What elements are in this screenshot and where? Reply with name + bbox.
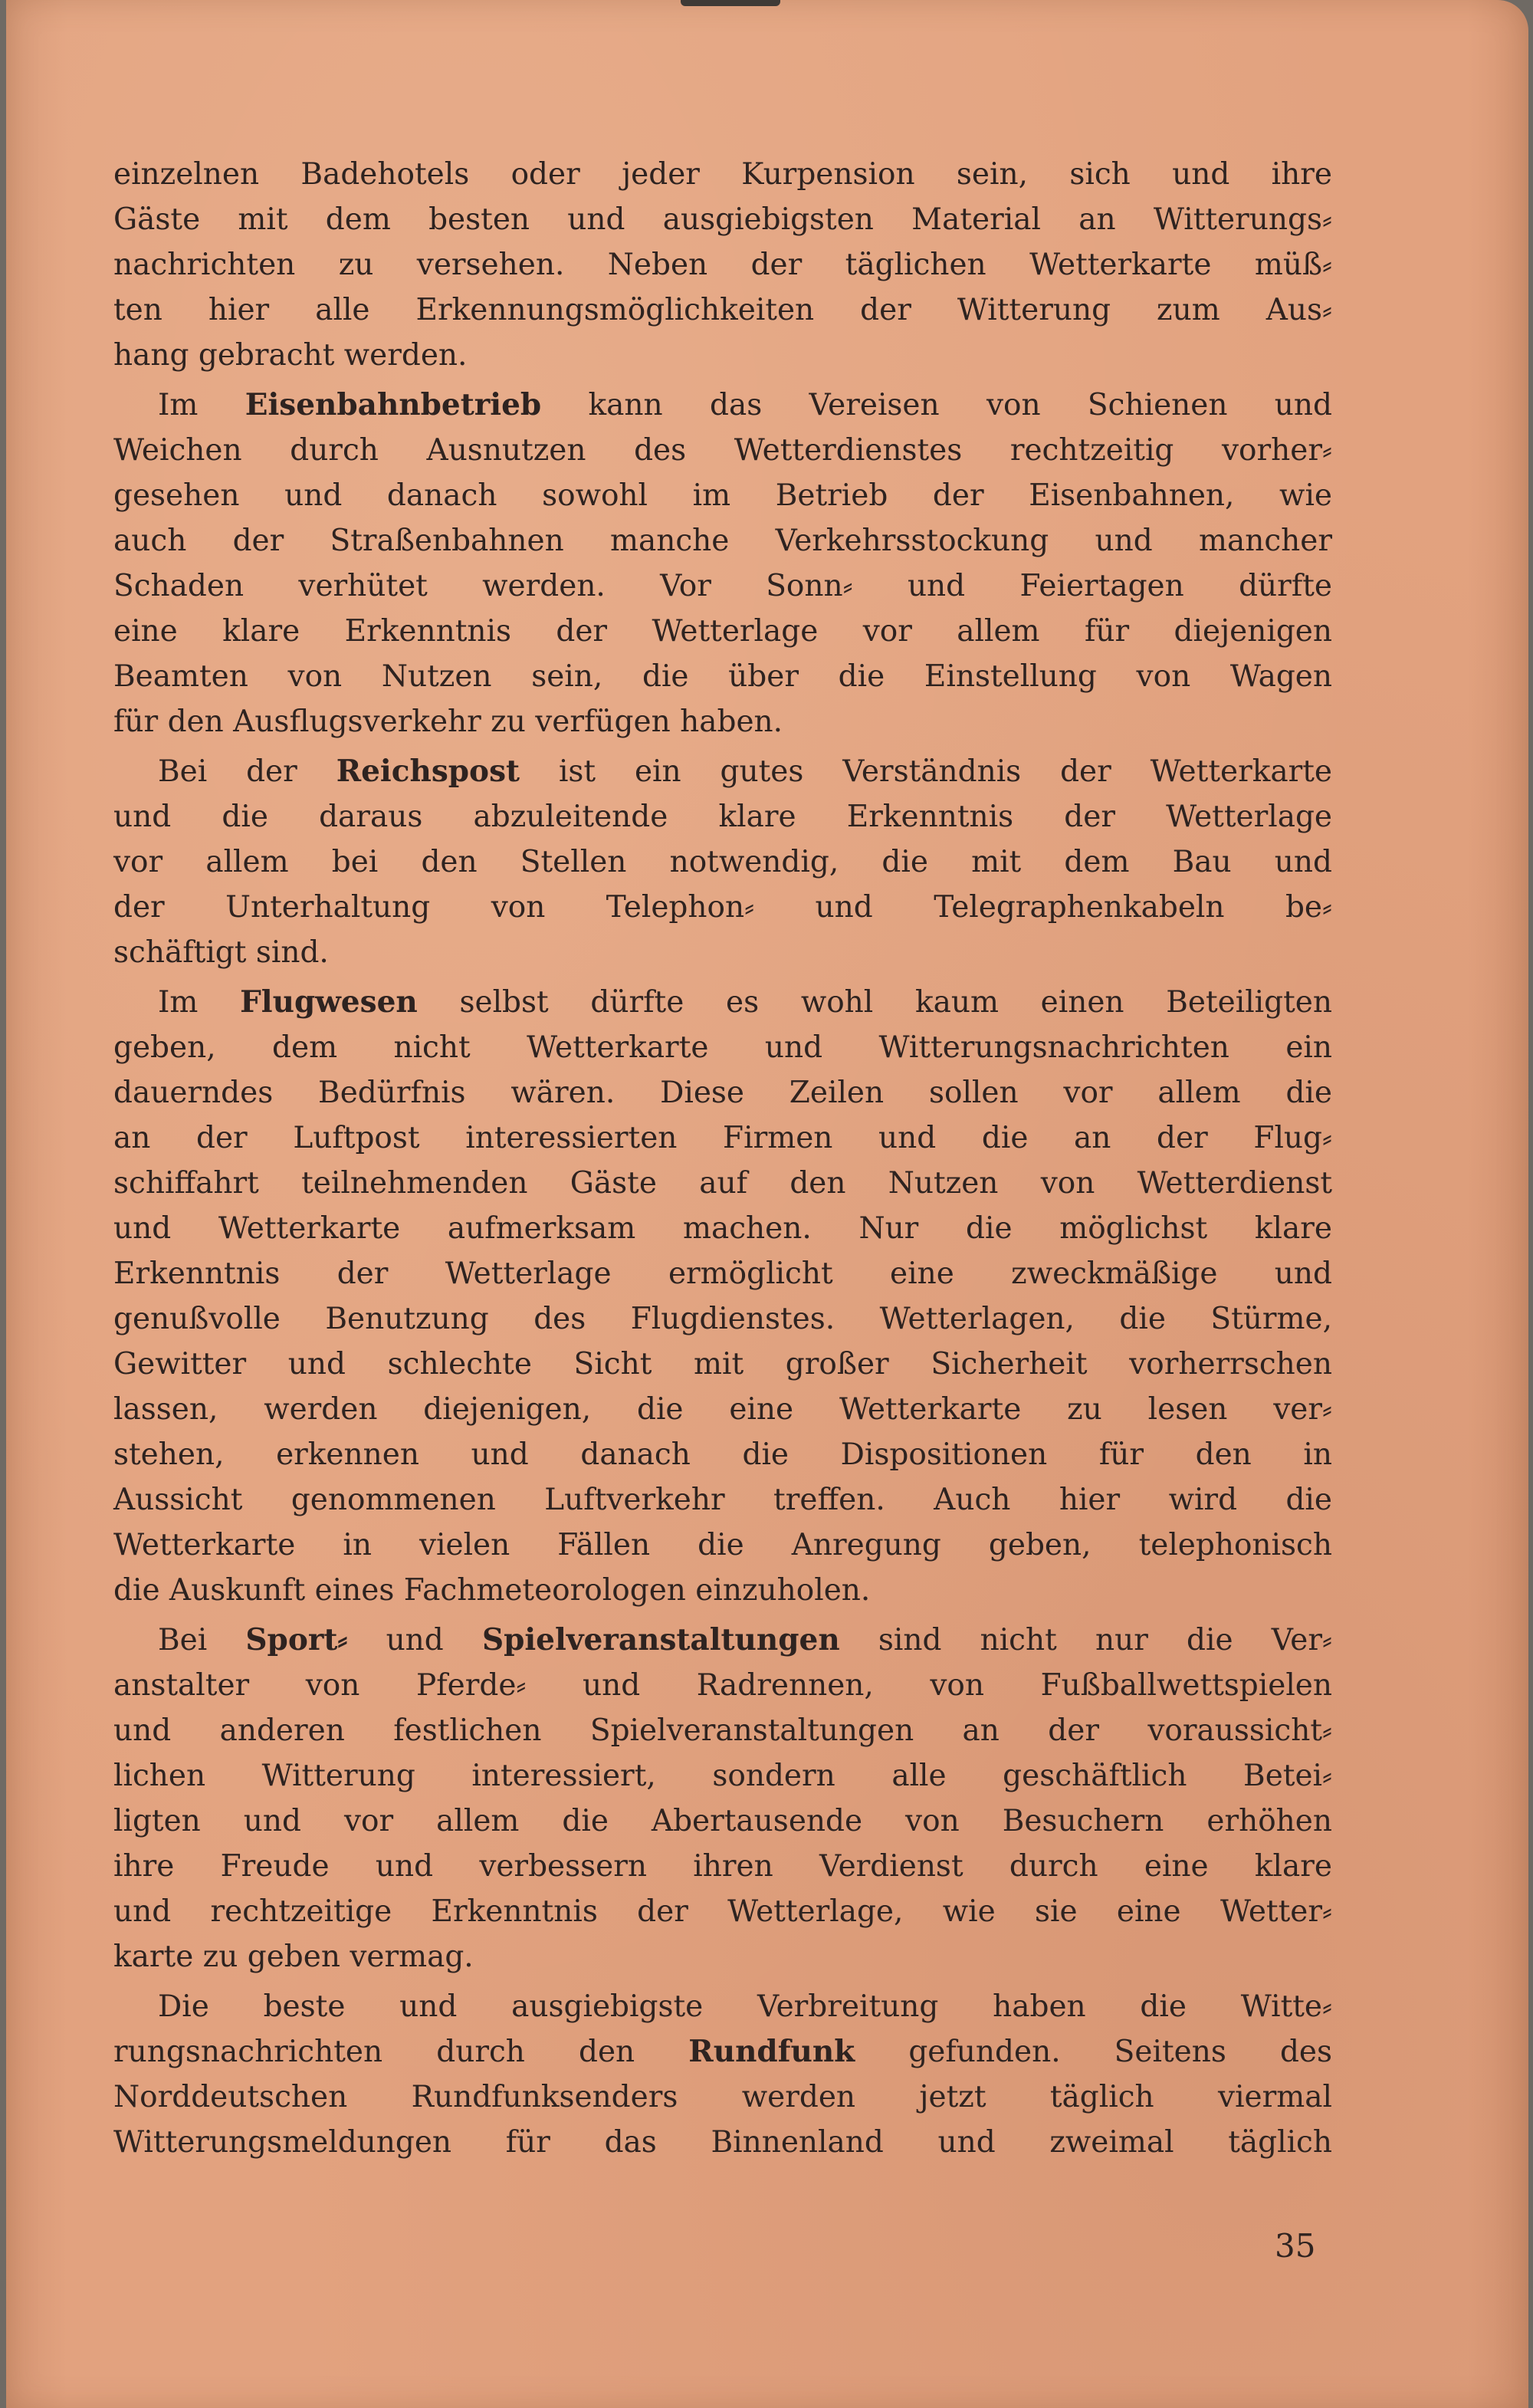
text-line: an der Luftpost interessierten Firmen und die an der Flug⸗ (113, 1121, 1332, 1155)
text-line: vor allem bei den Stellen notwendig, die mit dem Bau und (113, 845, 1332, 879)
text-line: und rechtzeitige Erkenntnis der Wetterlage, wie sie eine Wetter⸗ (113, 1894, 1332, 1929)
text-line: und Wetterkarte aufmerksam machen. Nur die möglichst klare (113, 1211, 1332, 1246)
text-line: Erkenntnis der Wetterlage ermöglicht eine zweckmäßige und (113, 1257, 1332, 1291)
text-line: ihre Freude und verbessern ihren Verdienst durch eine klare (113, 1849, 1332, 1884)
text-line: hang gebracht werden. (113, 338, 468, 373)
paragraph-sport-start: Bei Sport⸗ und Spielveranstaltungen sind nicht nur die Ver⸗ (158, 1622, 1332, 1657)
text-line: ten hier alle Erkennungsmöglichkeiten der Witterung zum Aus⸗ (113, 293, 1332, 327)
text-line: gesehen und danach sowohl im Betrieb der Eisenbahnen, wie (113, 478, 1332, 513)
paragraph-reichspost-start: Bei der Reichspost ist ein gutes Verständnis der Wetterkarte (158, 754, 1332, 789)
text-line: Norddeutschen Rundfunksenders werden jetzt täglich viermal (113, 2080, 1332, 2114)
text-line: auch der Straßenbahnen manche Verkehrsstockung und mancher (113, 524, 1332, 558)
text-line: Aussicht genommenen Luftverkehr treffen. Auch hier wird die (113, 1483, 1332, 1517)
text-line: genußvolle Benutzung des Flugdienstes. Wetterlagen, die Stürme, (113, 1302, 1332, 1336)
text-line: karte zu geben vermag. (113, 1940, 474, 1974)
text-line: eine klare Erkenntnis der Wetterlage vor allem für diejenigen (113, 614, 1332, 649)
page-number: 35 (1275, 2227, 1316, 2265)
keyword-spielveranstaltungen: Spielveranstaltungen (481, 1622, 840, 1657)
book-page (6, 0, 1528, 2408)
text-line: schäftigt sind. (113, 935, 329, 970)
text-line: lichen Witterung interessiert, sondern alle geschäftlich Betei⸗ (113, 1759, 1332, 1793)
text-line: der Unterhaltung von Telephon⸗ und Telegraphenkabeln be⸗ (113, 890, 1332, 925)
text-line: Gewitter und schlechte Sicht mit großer Sicherheit vorherrschen (113, 1347, 1332, 1381)
text-line: die Auskunft eines Fachmeteorologen einzuholen. (113, 1573, 871, 1608)
text-line: Die beste und ausgiebigste Verbreitung haben die Witte⸗ (158, 1989, 1332, 2024)
text-line: Gäste mit dem besten und ausgiebigsten Material an Witterungs⸗ (113, 202, 1332, 237)
text-line: Beamten von Nutzen sein, die über die Einstellung von Wagen (113, 659, 1332, 694)
keyword-reichspost: Reichspost (336, 754, 520, 789)
text-line: Schaden verhütet werden. Vor Sonn⸗ und Feiertagen dürfte (113, 569, 1332, 603)
text-line: einzelnen Badehotels oder jeder Kurpension sein, sich und ihre (113, 157, 1332, 192)
keyword-sport: Sport⸗ (245, 1622, 348, 1657)
body-text (113, 152, 1332, 2165)
keyword-eisenbahnbetrieb: Eisenbahnbetrieb (245, 387, 542, 422)
text-line: Wetterkarte in vielen Fällen die Anregung geben, telephonisch (113, 1528, 1332, 1562)
text-line: und die daraus abzuleitende klare Erkenntnis der Wetterlage (113, 800, 1332, 834)
text-line: anstalter von Pferde⸗ und Radrennen, von Fußballwettspielen (113, 1668, 1332, 1703)
text-line: Witterungsmeldungen für das Binnenland und zweimal täglich (113, 2125, 1332, 2160)
paragraph-flugwesen-start: Im Flugwesen selbst dürfte es wohl kaum einen Beteiligten (158, 984, 1332, 1020)
paragraph-eisenbahn-start: Im Eisenbahnbetrieb kann das Vereisen von Schienen und (158, 387, 1332, 422)
text-line: lassen, werden diejenigen, die eine Wetterkarte zu lesen ver⸗ (113, 1392, 1332, 1427)
keyword-flugwesen: Flugwesen (240, 984, 418, 1020)
text-line: dauerndes Bedürfnis wären. Diese Zeilen sollen vor allem die (113, 1076, 1332, 1110)
page-tab-mark (681, 0, 780, 6)
text-line: schiffahrt teilnehmenden Gäste auf den Nutzen von Wetterdienst (113, 1166, 1332, 1201)
text-line: Weichen durch Ausnutzen des Wetterdienstes rechtzeitig vorher⸗ (113, 433, 1332, 468)
text-line: für den Ausflugsverkehr zu verfügen haben. (113, 705, 783, 739)
text-line: geben, dem nicht Wetterkarte und Witterungsnachrichten ein (113, 1030, 1332, 1065)
text-line: stehen, erkennen und danach die Dispositionen für den in (113, 1437, 1332, 1472)
text-line: und anderen festlichen Spielveranstaltungen an der voraussicht⸗ (113, 1713, 1332, 1748)
keyword-rundfunk: Rundfunk (688, 2034, 855, 2069)
paragraph-rundfunk-line: rungsnachrichten durch den Rundfunk gefunden. Seitens des (113, 2034, 1332, 2069)
text-line: ligten und vor allem die Abertausende von Besuchern erhöhen (113, 1804, 1332, 1838)
text-line: nachrichten zu versehen. Neben der täglichen Wetterkarte müß⸗ (113, 248, 1332, 282)
